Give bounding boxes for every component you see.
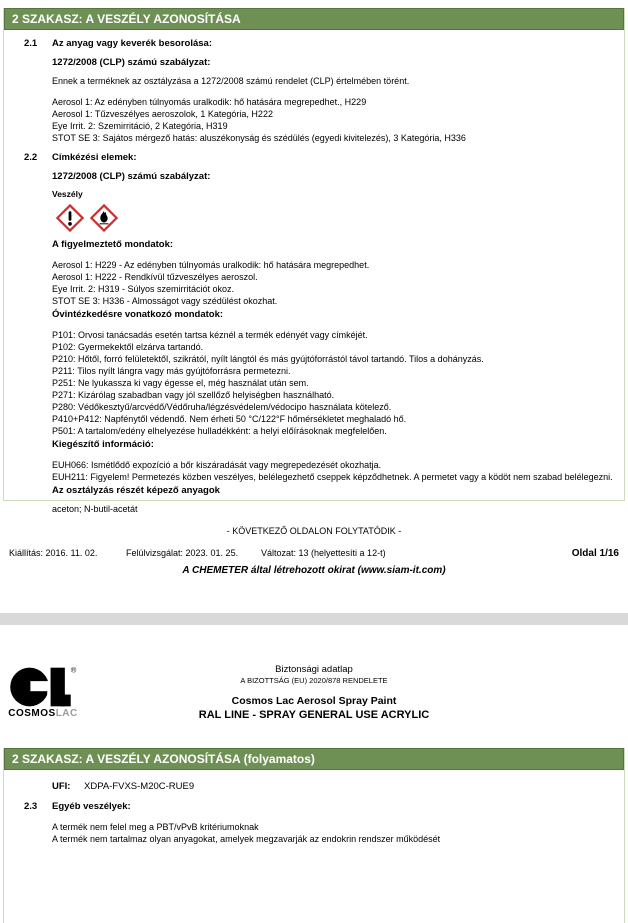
chemeter-credit: A CHEMETER által létrehozott okirat (www.siam-it.com) — [182, 565, 446, 576]
classification-list — [52, 96, 614, 144]
other-hazard-line: A termék nem tartalmaz olyan anyagokat, amelyek megzavarják az endokrin rendszer működését — [52, 834, 441, 844]
product-line: RAL LINE - SPRAY GENERAL USE ACRYLIC — [198, 709, 430, 721]
cosmoslac-logo — [8, 666, 78, 719]
classification-line: STOT SE 3: Sajátos mérgező hatás: aluszékonyság és szédülés (egyedi kivitelezés), 3 Kategória, H336 — [52, 132, 466, 143]
p-statement: P251: Ne lyukassza ki vagy égesse el, még használat után sem. — [52, 377, 309, 388]
clp-regulation-heading: 1272/2008 (CLP) számú szabályzat: — [52, 57, 211, 68]
classification-line: Aerosol 1: Tűzveszélyes aeroszolok, 1 Kategória, H222 — [52, 108, 273, 119]
section-number: 2.3 — [24, 801, 38, 812]
warning-statements-heading: A figyelmeztető mondatok: — [52, 238, 174, 250]
other-hazard-line: A termék nem felel meg a PBT/vPvB kritériumoknak — [52, 822, 259, 832]
brand-lac: LAC — [55, 708, 78, 719]
ghs-pictograms — [56, 204, 624, 232]
p-statement: P280: Védőkesztyű/arcvédő/Védőruha/légzésvédelem/védocipo használata kötelező. — [52, 401, 392, 412]
signal-word: Veszély — [52, 188, 83, 199]
regulation-reference: A BIZOTTSÁG (EU) 2020/878 RENDELETE — [240, 676, 388, 685]
section-2-1-heading — [24, 38, 624, 50]
version-info: Változat: 13 (helyettesíti a 12-t) — [261, 548, 386, 558]
p-statement: P102: Gyermekektől elzárva tartandó. — [52, 341, 204, 352]
page-footer — [9, 548, 619, 559]
classification-intro: Ennek a terméknek az osztályzása a 1272/2008 számú rendelet (CLP) értelmében törént. — [52, 76, 410, 86]
h-statement: Aerosol 1: H229 - Az edényben túlnyomás uralkodik: hő hatására megrepedhet. — [52, 259, 370, 270]
page-break-separator — [0, 613, 628, 625]
continued-next-page-note: - KÖVETKEZŐ OLDALON FOLYTATÓDIK - — [226, 526, 402, 536]
euh-statements-list — [52, 459, 614, 483]
ufi-value: XDPA-FVXS-M20C-RUE9 — [84, 781, 195, 792]
p-statements-list — [52, 329, 614, 437]
section-title: Egyéb veszélyek: — [52, 801, 131, 812]
section-2-header: 2 SZAKASZ: A VESZÉLY AZONOSÍTÁSA — [4, 8, 624, 30]
clp-regulation-heading: 1272/2008 (CLP) számú szabályzat: — [52, 170, 211, 182]
revision-date: Felülvizsgálat: 2023. 01. 25. — [126, 548, 239, 558]
classification-substances: aceton; N-butil-acetát — [52, 503, 138, 514]
h-statements-list — [52, 259, 614, 307]
h-statement: Aerosol 1: H222 - Rendkívül tűzveszélyes aeroszol. — [52, 271, 258, 282]
registered-mark: ® — [70, 665, 77, 675]
page-number: Oldal 1/16 — [571, 548, 619, 559]
section-2-content-box — [3, 8, 625, 514]
p-statement: P271: Kizárólag szabadban vagy jól szellőző helyiségben használható. — [52, 389, 335, 400]
brand-cosmos: COSMOS — [8, 708, 56, 719]
section-2-2-heading — [24, 152, 624, 164]
p-statement: P101: Orvosi tanácsadás esetén tartsa kéznél a termék edényét vagy címkéjét. — [52, 329, 368, 340]
issue-date: Kiállítás: 2016. 11. 02. — [9, 548, 98, 558]
page-2 — [0, 660, 628, 923]
p-statement: P211: Tilos nyílt lángra vagy más gyújtóforrásra permetezni. — [52, 365, 291, 376]
h-statement: STOT SE 3: H336 - Almosságot vagy szédülést okozhat. — [52, 295, 278, 306]
section-title: Az anyag vagy keverék besorolása: — [52, 38, 213, 49]
ufi-row — [52, 781, 624, 793]
section-number: 2.1 — [24, 38, 38, 49]
classification-substances-heading: Az osztályzás részét képező anyagok — [52, 484, 220, 496]
section-2-continued-box — [3, 748, 625, 923]
section-2-continued-header: 2 SZAKASZ: A VESZÉLY AZONOSÍTÁSA (folyamatos) — [4, 748, 624, 770]
exclamation-mark-icon — [56, 204, 84, 232]
euh-statement: EUH066: Ismétlődő expozíció a bőr kiszáradását vagy megrepedezését okozhatja. — [52, 459, 382, 470]
product-name: Cosmos Lac Aerosol Spray Paint — [231, 695, 397, 707]
classification-line: Aerosol 1: Az edényben túlnyomás uralkodik: hő hatására megrepedhet., H229 — [52, 96, 367, 107]
page-1 — [0, 8, 628, 576]
p-statement: P501: A tartalom/edény elhelyezése hulladékként: a helyi előírásoknak megfelelően. — [52, 425, 387, 436]
document-title-block — [0, 660, 628, 722]
p-statement: P410+P412: Napfénytől védendő. Nem érheti 50 °C/122°F hőmérsékletet meghaladó hő. — [52, 413, 407, 424]
section-number: 2.2 — [24, 151, 38, 163]
section-title: Címkézési elemek: — [52, 151, 137, 163]
cosmoslac-logo-text — [8, 709, 78, 719]
h-statement: Eye Irrit. 2: H319 - Súlyos szemirritációt okoz. — [52, 283, 235, 294]
other-hazards-list — [52, 821, 614, 845]
section-2-3-heading — [24, 801, 624, 813]
classification-line: Eye Irrit. 2: Szemirritáció, 2 Kategória, H319 — [52, 120, 228, 131]
euh-statement: EUH211: Figyelem! Permetezés közben veszélyes, belélegezhető cseppek képződhetnek. A permetet vagy a ködöt nem szabad belélegezni. — [52, 471, 613, 482]
document-type: Biztonsági adatlap — [275, 664, 353, 675]
precaution-statements-heading: Óvintézkedésre vonatkozó mondatok: — [52, 308, 224, 320]
cosmoslac-logo-mark — [10, 666, 76, 708]
p-statement: P210: Hőtől, forró felületektől, szikrától, nyílt lángtól és más gyújtóforrástól távol tartandó. Tilos a dohányzás. — [52, 353, 484, 364]
flame-icon — [90, 204, 118, 232]
additional-info-heading: Kiegészítő információ: — [52, 438, 154, 450]
ufi-label: UFI: — [52, 781, 71, 792]
page-2-header — [0, 660, 628, 748]
